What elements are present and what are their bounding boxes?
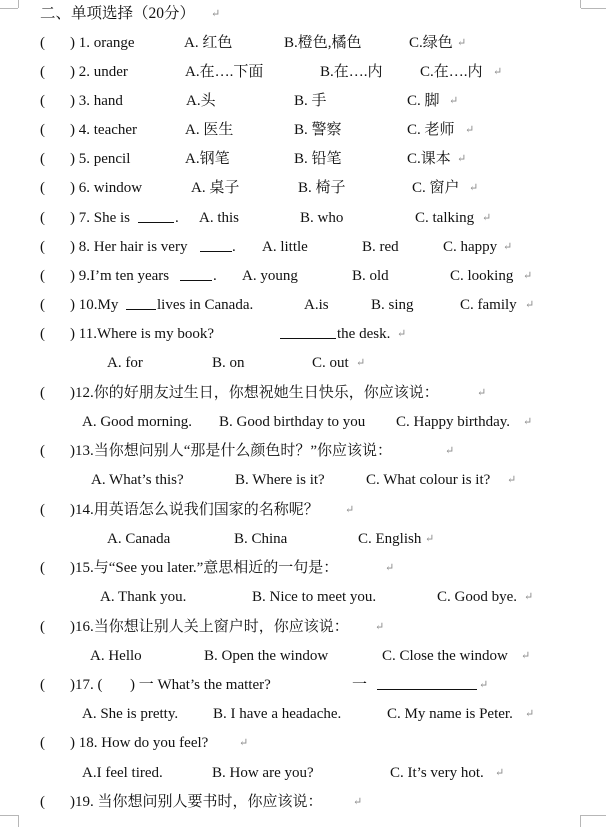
option-c: C. Close the window [382,648,508,664]
question-stem: )12.你的好朋友过生日，你想祝她生日快乐，你应该说： [70,385,439,401]
option-a: A.is [304,297,329,313]
question-stem-end: . [213,268,217,284]
paragraph-mark-icon: ↵ [465,124,475,136]
paragraph-mark-icon: ↵ [523,416,533,428]
option-c: C. What colour is it? [366,472,491,488]
paragraph-mark-icon: ↵ [523,270,533,282]
paragraph-mark-icon: ↵ [495,767,505,779]
paragraph-mark-icon: ↵ [503,241,513,253]
paragraph-mark-icon: ↵ [375,621,385,633]
option-a: A.头 [186,93,216,109]
page-corner-mark-top-left-h [0,8,18,9]
option-c: C. talking [415,210,475,226]
answer-paren: ( [40,239,45,255]
question-stem: )17. ( [70,677,103,693]
question-stem: ) 8. Her hair is very [70,239,188,255]
option-c: C. 窗户 [412,180,460,196]
paragraph-mark-icon: ↵ [521,650,531,662]
question-stem: ) 10.My [70,297,119,313]
option-a: A. 医生 [185,122,234,138]
answer-paren: ( [40,443,45,459]
page-corner-mark-top-right [580,0,581,8]
answer-paren: ( [40,180,45,196]
option-a: A. for [107,355,143,371]
page-corner-mark-top-left [18,0,19,8]
question-stem: ) 11.Where is my book? [70,326,214,342]
answer-paren: ( [40,210,45,226]
paragraph-mark-icon: ↵ [457,37,467,49]
question-stem: )15.与“See you later.”意思相近的一句是： [70,560,339,576]
option-b: B. 手 [294,93,327,109]
paragraph-mark-icon: ↵ [524,591,534,603]
paragraph-mark-icon: ↵ [507,474,517,486]
option-b: B. 铅笔 [294,151,342,167]
option-a: A. What’s this? [91,472,184,488]
question-stem: ) 5. pencil [70,151,131,167]
option-b: B. 椅子 [298,180,346,196]
question-stem: )19. 当你想问别人要书时，你应该说： [70,794,323,810]
paragraph-mark-icon: ↵ [445,445,455,457]
paragraph-mark-icon: ↵ [469,182,479,194]
question-stem: ) 1. orange [70,35,135,51]
answer-paren: ( [40,735,45,751]
question-stem: ) 7. She is [70,210,130,226]
answer-paren: ( [40,268,45,284]
paragraph-mark-icon: ↵ [353,796,363,808]
option-a: A. Thank you. [100,589,187,605]
question-stem: ) 6. window [70,180,143,196]
option-c: C. My name is Peter. [387,706,513,722]
answer-blank [280,324,336,339]
answer-paren: ( [40,297,45,313]
answer-paren: ( [40,619,45,635]
option-b: B. China [234,531,288,547]
paragraph-mark-icon: ↵ [397,328,407,340]
option-b: B. Nice to meet you. [252,589,377,605]
dialog-dash: 一 [352,677,368,693]
option-c: C.绿色 [409,35,453,51]
option-b: B. Open the window [204,648,329,664]
question-stem-end: the desk. [337,326,391,342]
answer-paren: ( [40,560,45,576]
paragraph-mark-icon: ↵ [356,357,366,369]
option-b: B. red [362,239,399,255]
page-corner-mark-bottom-left-h [0,815,18,816]
option-a: A. 桌子 [191,180,240,196]
option-a: A.I feel tired. [82,765,163,781]
option-b: B. Good birthday to you [219,414,366,430]
option-a: A. young [242,268,298,284]
answer-paren: ( [40,794,45,810]
paragraph-mark-icon: ↵ [385,562,395,574]
question-stem: )13.当你想问别人“那是什么颜色时？”你应该说： [70,443,393,459]
option-c: C.在….内 [420,64,483,80]
option-a: A.钢笔 [185,151,230,167]
paragraph-mark-icon: ↵ [477,387,487,399]
option-b: B. Where is it? [235,472,325,488]
answer-paren: ( [40,122,45,138]
answer-blank [180,266,212,281]
question-stem-mid: ) 一 What’s the matter? [130,677,271,693]
option-c: C. out [312,355,349,371]
option-a: A. Hello [90,648,142,664]
option-a: A. She is pretty. [82,706,179,722]
paragraph-mark-icon: ↵ [525,299,535,311]
option-a: A.在….下面 [185,64,264,80]
answer-blank [200,237,232,252]
option-c: C.课本 [407,151,451,167]
option-c: C. English [358,531,422,547]
answer-paren: ( [40,93,45,109]
page-corner-mark-top-right-h [581,8,606,9]
paragraph-mark-icon: ↵ [239,737,249,749]
option-a: A. Good morning. [82,414,192,430]
option-a: A. 红色 [184,35,233,51]
answer-paren: ( [40,35,45,51]
option-c: C. Happy birthday. [396,414,511,430]
paragraph-mark-icon: ↵ [449,95,459,107]
option-b: B. old [352,268,389,284]
option-c: C. Good bye. [437,589,517,605]
option-b: B.在….内 [320,64,383,80]
paragraph-mark-icon: ↵ [479,679,489,691]
option-c: C. It’s very hot. [390,765,484,781]
page-corner-mark-bottom-right [580,815,581,827]
answer-paren: ( [40,151,45,167]
question-stem: ) 4. teacher [70,122,138,138]
question-stem-end: . [175,210,179,226]
answer-paren: ( [40,677,45,693]
question-stem: ) 2. under [70,64,128,80]
answer-paren: ( [40,326,45,342]
paragraph-mark-icon: ↵ [211,8,221,20]
paragraph-mark-icon: ↵ [457,153,467,165]
option-a: A. little [262,239,308,255]
answer-paren: ( [40,64,45,80]
page-corner-mark-bottom-left [18,815,19,827]
question-stem: ) 18. How do you feel? [70,735,209,751]
paragraph-mark-icon: ↵ [525,708,535,720]
option-b: B. 警察 [294,122,342,138]
paragraph-mark-icon: ↵ [493,66,503,78]
option-b: B. sing [371,297,414,313]
option-c: C. 脚 [407,93,440,109]
option-a: A. this [199,210,240,226]
option-b: B.橙色,橘色 [284,35,362,51]
question-stem: ) 3. hand [70,93,123,109]
option-a: A. Canada [107,531,171,547]
question-stem: ) 9.I’m ten years [70,268,170,284]
option-c: C. happy [443,239,498,255]
section-title: 二、单项选择（20分） [40,5,196,22]
answer-blank [138,208,174,223]
option-b: B. on [212,355,245,371]
answer-paren: ( [40,385,45,401]
option-b: B. I have a headache. [213,706,342,722]
paragraph-mark-icon: ↵ [425,533,435,545]
option-b: B. who [300,210,344,226]
question-stem: )16.当你想让别人关上窗户时，你应该说： [70,619,349,635]
page-corner-mark-bottom-right-h [581,815,606,816]
option-c: C. 老师 [407,122,455,138]
question-stem-end: lives in Canada. [157,297,254,313]
option-b: B. How are you? [212,765,314,781]
option-c: C. family [460,297,517,313]
option-c: C. looking [450,268,514,284]
paragraph-mark-icon: ↵ [482,212,492,224]
answer-blank [377,675,477,690]
answer-paren: ( [40,502,45,518]
question-stem: )14.用英语怎么说我们国家的名称呢？ [70,502,319,518]
paragraph-mark-icon: ↵ [345,504,355,516]
answer-blank [126,295,156,310]
question-stem-end: . [232,239,236,255]
